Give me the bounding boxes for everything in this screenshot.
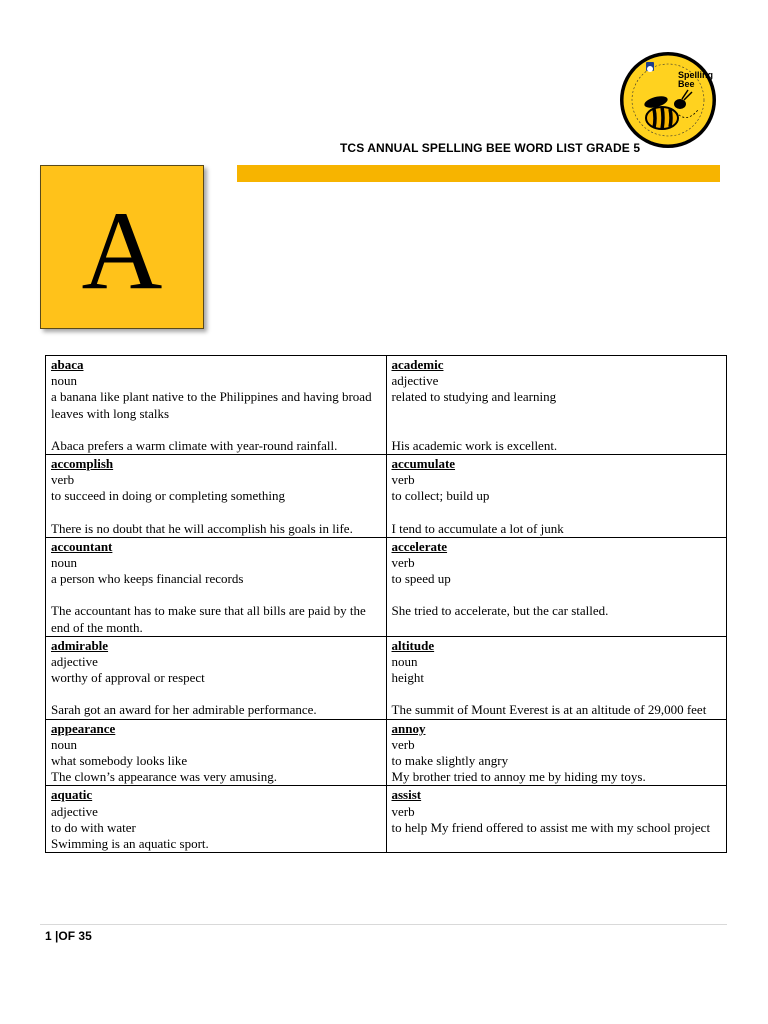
entry-example: There is no doubt that he will accomplish his goals in life. xyxy=(51,520,353,536)
entry-definition: worthy of approval or respect xyxy=(51,670,205,686)
entry-word: accumulate xyxy=(391,456,456,472)
entry-example: She tried to accelerate, but the car stalled. xyxy=(391,603,609,619)
entry-part-of-speech: noun xyxy=(51,373,77,389)
entry-example: His academic work is excellent. xyxy=(391,437,558,453)
entry-word: academic xyxy=(391,357,444,372)
entry-part-of-speech: verb xyxy=(391,472,415,488)
table-row xyxy=(46,786,727,853)
logo-text-bee: Bee xyxy=(678,79,695,89)
entry-part-of-speech: noun xyxy=(391,654,418,670)
entry-example: My brother tried to annoy me by hiding my toys. xyxy=(391,769,646,785)
page-separator: | xyxy=(55,929,59,943)
word-entry xyxy=(46,455,387,538)
entry-part-of-speech: adjective xyxy=(391,373,439,389)
entry-definition: what somebody looks like xyxy=(51,753,188,769)
table-row xyxy=(46,636,727,719)
page-footer xyxy=(45,929,92,943)
table-row xyxy=(46,356,727,455)
word-entry xyxy=(386,636,727,719)
entry-example: Swimming is an aquatic sport. xyxy=(51,836,209,852)
word-entry xyxy=(386,719,727,786)
entry-example: I tend to accumulate a lot of junk xyxy=(391,520,564,536)
entry-word: accountant xyxy=(51,538,113,554)
entry-word: accelerate xyxy=(391,538,448,554)
section-letter: A xyxy=(81,189,163,313)
entry-part-of-speech: adjective xyxy=(51,803,98,819)
word-entry xyxy=(46,786,387,853)
title-accent-bar xyxy=(237,165,720,182)
entry-definition: to make slightly angry xyxy=(391,753,509,769)
footer-divider xyxy=(40,924,727,925)
word-entry xyxy=(46,537,387,636)
section-letter-box xyxy=(40,165,204,329)
page-number: 1 xyxy=(45,929,52,943)
entry-part-of-speech: verb xyxy=(391,555,415,571)
word-entry xyxy=(386,455,727,538)
logo-text-spelling: Spelling xyxy=(678,70,714,80)
entry-definition: to succeed in doing or completing something xyxy=(51,488,285,504)
entry-word: appearance xyxy=(51,720,116,736)
word-list-table xyxy=(45,355,727,853)
entry-definition: to collect; build up xyxy=(391,488,490,504)
entry-definition: a person who keeps financial records xyxy=(51,571,244,587)
entry-word: altitude xyxy=(391,637,435,653)
page-total: OF 35 xyxy=(58,929,92,943)
entry-definition: a banana like plant native to the Philippines and having broad leaves with long stalks xyxy=(51,389,372,421)
word-entry xyxy=(386,537,727,636)
entry-definition: related to studying and learning xyxy=(391,389,557,405)
word-entry xyxy=(46,719,387,786)
entry-word: assist xyxy=(391,787,422,803)
entry-part-of-speech: verb xyxy=(391,736,415,752)
spelling-bee-logo xyxy=(618,50,718,150)
table-row xyxy=(46,719,727,786)
entry-word: accomplish xyxy=(51,456,114,472)
entry-definition: to do with water xyxy=(51,819,136,835)
entry-word: aquatic xyxy=(51,787,93,803)
word-entry xyxy=(386,356,727,455)
entry-definition: height xyxy=(391,670,424,686)
entry-part-of-speech: verb xyxy=(51,472,75,488)
entry-example: The accountant has to make sure that all bills are paid by the end of the month. xyxy=(51,603,366,635)
entry-example: The summit of Mount Everest is at an altitude of 29,000 feet xyxy=(391,702,707,718)
entry-word: abaca xyxy=(51,357,84,372)
entry-part-of-speech: verb xyxy=(391,803,415,819)
entry-example: The clown’s appearance was very amusing. xyxy=(51,769,277,785)
entry-word: annoy xyxy=(391,720,426,736)
word-entry xyxy=(46,356,387,455)
entry-part-of-speech: noun xyxy=(51,555,77,571)
entry-word: admirable xyxy=(51,637,109,653)
entry-example: Sarah got an award for her admirable performance. xyxy=(51,702,317,718)
entry-definition: to help My friend offered to assist me with my school project xyxy=(391,819,711,835)
word-entry xyxy=(386,786,727,853)
table-row xyxy=(46,455,727,538)
document-title: TCS ANNUAL SPELLING BEE WORD LIST GRADE 5 xyxy=(340,141,641,155)
entry-part-of-speech: noun xyxy=(51,736,77,752)
table-row xyxy=(46,537,727,636)
word-entry xyxy=(46,636,387,719)
entry-part-of-speech: adjective xyxy=(51,654,98,670)
entry-example: Abaca prefers a warm climate with year-round rainfall. xyxy=(51,437,338,453)
entry-definition: to speed up xyxy=(391,571,451,587)
